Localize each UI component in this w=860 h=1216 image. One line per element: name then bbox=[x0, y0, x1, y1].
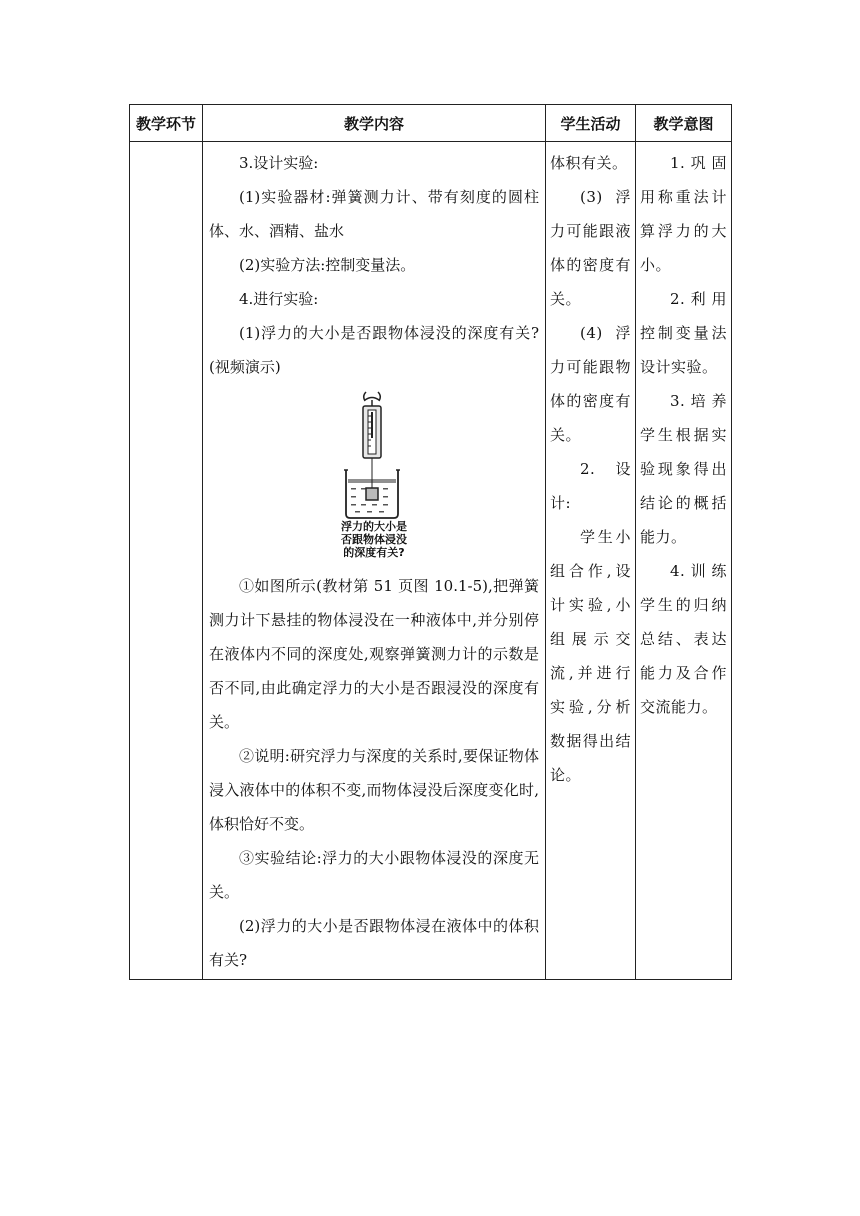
header-activity: 学生活动 bbox=[546, 105, 636, 142]
content-cell bbox=[203, 142, 546, 980]
content-paragraph: 3.设计实验: bbox=[239, 154, 319, 172]
content-paragraph: ①如图所示(教材第 51 页图 10.1-5),把弹簧测力计下悬挂的物体浸没在一种液体中,并分别停在液体内不同的深度处,观察弹簧测力计的示数是否不同,由此确定浮力的大小是否跟浸没的深度有关。 bbox=[209, 577, 539, 731]
content-paragraph: (1)浮力的大小是否跟物体浸没的深度有关?(视频演示) bbox=[209, 324, 539, 376]
activity-paragraph: (3)浮力可能跟液体的密度有关。 bbox=[550, 188, 631, 308]
intent-paragraph: 2.利用控制变量法设计实验。 bbox=[640, 290, 727, 376]
content-paragraph: (2)实验方法:控制变量法。 bbox=[239, 256, 416, 274]
spring-scale-beaker-illustration bbox=[339, 390, 409, 522]
lesson-table bbox=[129, 104, 732, 980]
intent-paragraph: 4.训练学生的归纳总结、表达能力及合作交流能力。 bbox=[640, 562, 727, 716]
activity-paragraph: 体积有关。 bbox=[550, 154, 628, 172]
content-paragraph: ③实验结论:浮力的大小跟物体浸没的深度无关。 bbox=[209, 849, 539, 901]
intent-cell bbox=[636, 142, 732, 980]
intent-paragraph: 3.培养学生根据实验现象得出结论的概括能力。 bbox=[640, 392, 727, 546]
content-paragraph: (2)浮力的大小是否跟物体浸在液体中的体积有关? bbox=[209, 917, 539, 969]
activity-paragraph: 2.设计: bbox=[550, 460, 631, 512]
activity-cell bbox=[546, 142, 636, 980]
content-paragraph: ②说明:研究浮力与深度的关系时,要保证物体浸入液体中的体积不变,而物体浸没后深度变化时,体积恰好不变。 bbox=[209, 747, 539, 833]
experiment-figure bbox=[209, 390, 539, 559]
activity-paragraph: (4)浮力可能跟物体的密度有关。 bbox=[550, 324, 631, 444]
stage-cell bbox=[130, 142, 203, 980]
header-content: 教学内容 bbox=[203, 105, 546, 142]
header-intent: 教学意图 bbox=[636, 105, 732, 142]
header-row bbox=[130, 105, 732, 142]
intent-paragraph: 1.巩固用称重法计算浮力的大小。 bbox=[640, 154, 727, 274]
content-paragraph: (1)实验器材:弹簧测力计、带有刻度的圆柱体、水、酒精、盐水 bbox=[209, 188, 539, 240]
activity-paragraph: 学生小组合作,设计实验,小组展示交流,并进行实验,分析数据得出结论。 bbox=[550, 528, 631, 784]
content-paragraph: 4.进行实验: bbox=[239, 290, 319, 308]
figure-caption: 浮力的大小是 否跟物体浸没 的深度有关? bbox=[341, 520, 407, 559]
body-row bbox=[130, 142, 732, 980]
header-stage: 教学环节 bbox=[130, 105, 203, 142]
